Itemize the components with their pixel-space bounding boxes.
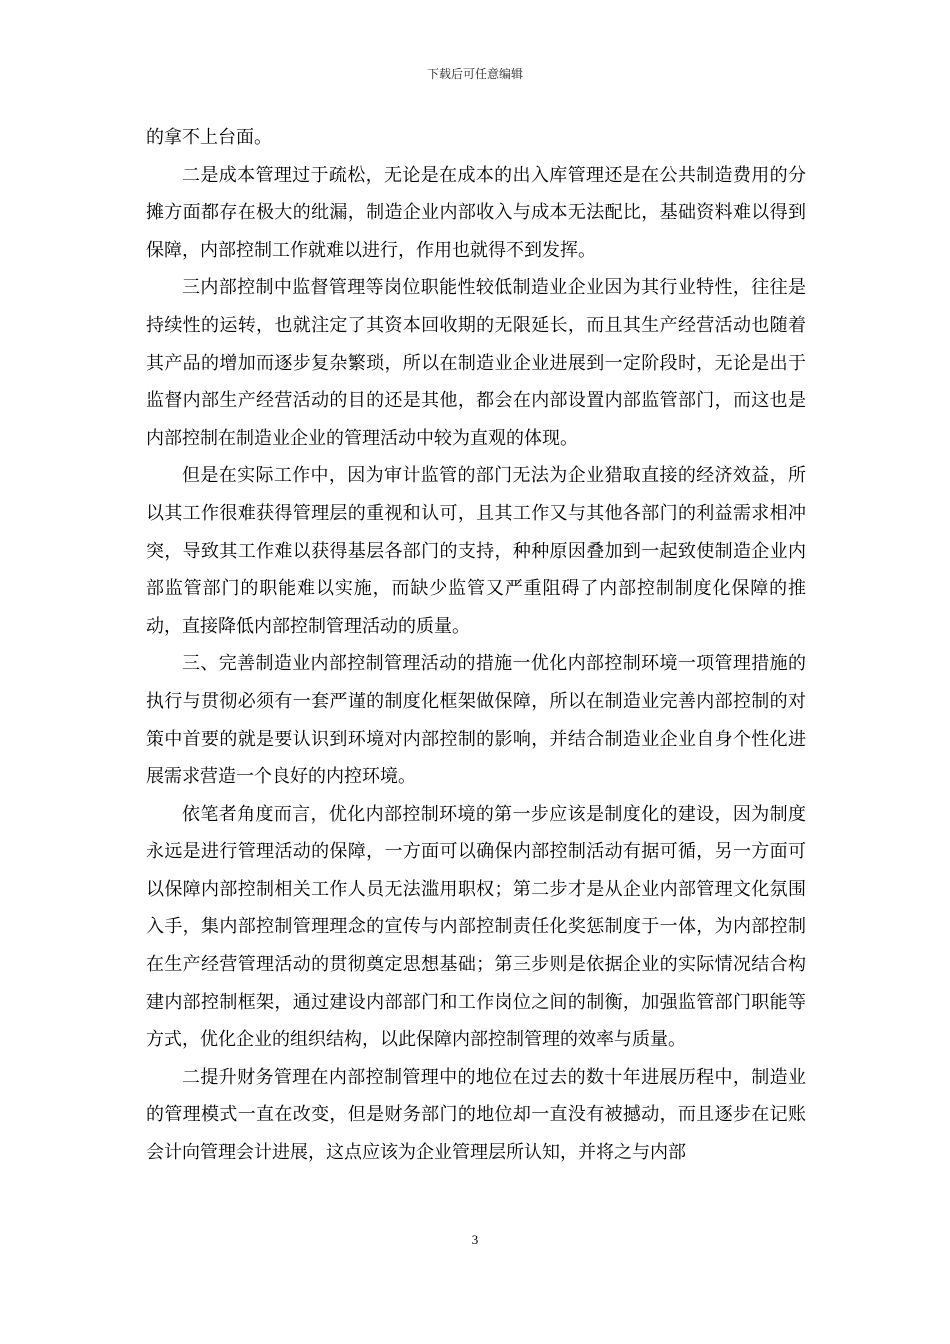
- page-header: 下载后可任意编辑: [426, 67, 523, 81]
- paragraph-author-view: 依笔者角度而言，优化内部控制环境的第一步应该是制度化的建设，因为制度永远是进行管理活动的保障，一方面可以确保内部控制活动有据可循，另一方面可以保障内部控制相关工作人员无法滥用职权；第二步才是从企业内部管理文化氛围入手，集内部控制管理理念的宣传与内部控制责任化奖惩制度于一体，为内部控制在生产经营管理活动的贯彻奠定思想基础；第三步则是依据企业的实际情况结合构建内部控制框架，通过建设内部部门和工作岗位之间的制衡，加强监管部门职能等方式，优化企业的组织结构，以此保障内部控制管理的效率与质量。: [146, 803, 806, 1051]
- document-body: [146, 119, 806, 1172]
- paragraph-supervision-positions: 三内部控制中监督管理等岗位职能性较低制造业企业因为其行业特性，往往是持续性的运转，也就注定了其资本回收期的无限延长，而且其生产经营活动也随着其产品的增加而逐步复杂繁琐，所以在制造业企业进展到一定阶段时，无论是出于监督内部生产经营活动的目的还是其他，都会在内部设置内部监管部门，而这也是内部控制在制造业企业的管理活动中较为直观的体现。: [146, 277, 806, 449]
- paragraph-improvement-measures: 三、完善制造业内部控制管理活动的措施一优化内部控制环境一项管理措施的执行与贯彻必须有一套严谨的制度化框架做保障，所以在制造业完善内部控制的对策中首要的就是要认识到环境对内部控制的影响，并结合制造业企业自身个性化进展需求营造一个良好的内控环境。: [146, 653, 806, 788]
- page-number: 3: [471, 1232, 479, 1247]
- paragraph-finance-status: 二提升财务管理在内部控制管理中的地位在过去的数十年进展历程中，制造业的管理模式一直在改变，但是财务部门的地位却一直没有被撼动，而且逐步在记账会计向管理会计进展，这点应该为企业管理层所认知，并将之与内部: [146, 1066, 806, 1164]
- paragraph-continuation: 的拿不上台面。: [146, 127, 272, 148]
- paragraph-audit-practice: 但是在实际工作中，因为审计监管的部门无法为企业猎取直接的经济效益，所以其工作很难获得管理层的重视和认可，且其工作又与其他各部门的利益需求相冲突，导致其工作难以获得基层各部门的支持，种种原因叠加到一起致使制造企业内部监管部门的职能难以实施，而缺少监管又严重阻碍了内部控制制度化保障的推动，直接降低内部控制管理活动的质量。: [146, 465, 806, 637]
- paragraph-cost-management: 二是成本管理过于疏松，无论是在成本的出入库管理还是在公共制造费用的分摊方面都存在极大的纰漏，制造企业内部收入与成本无法配比，基础资料难以得到保障，内部控制工作就难以进行，作用也就得不到发挥。: [146, 164, 806, 261]
